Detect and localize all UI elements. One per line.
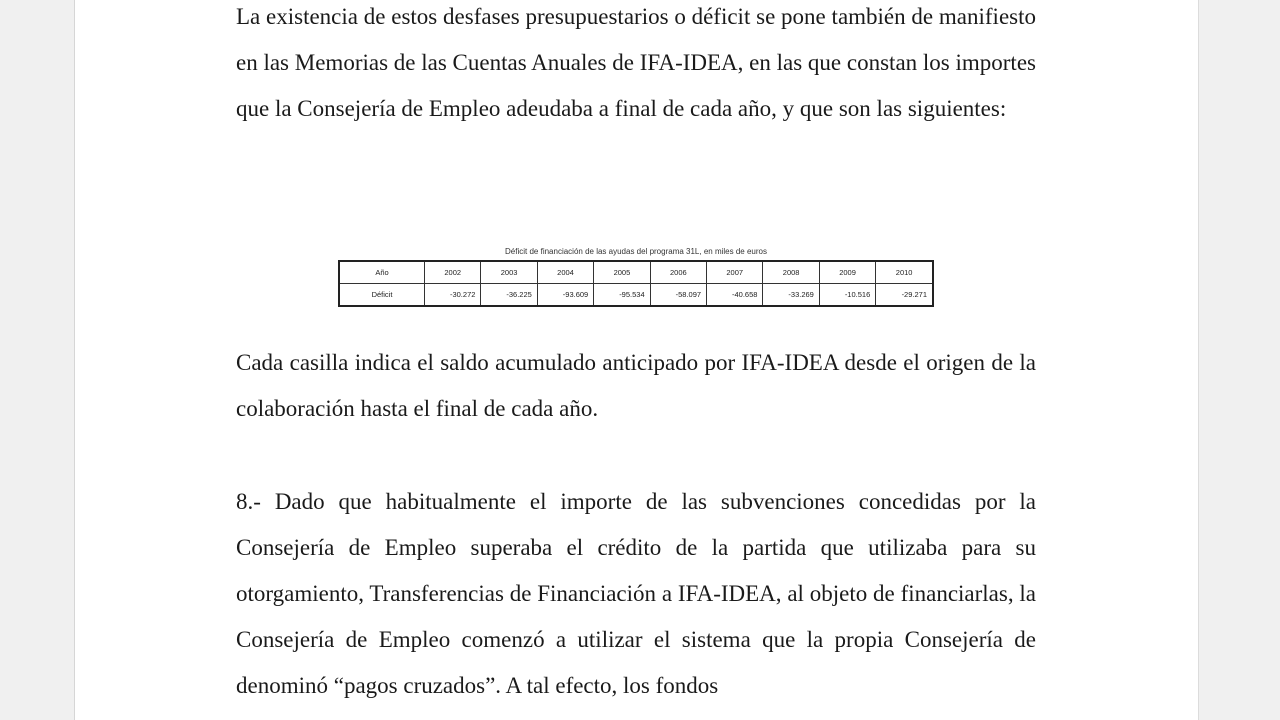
scrollbar-track[interactable] (1198, 0, 1227, 720)
year-cell: 2002 (425, 261, 481, 284)
deficit-value-cell: -58.097 (650, 284, 706, 307)
year-cell: 2010 (876, 261, 933, 284)
table-row-deficit (339, 284, 933, 307)
table-row-years (339, 261, 933, 284)
deficit-value-cell: -95.534 (594, 284, 650, 307)
deficit-value-cell: -10.516 (819, 284, 875, 307)
year-cell: 2005 (594, 261, 650, 284)
deficit-value-cell: -30.272 (425, 284, 481, 307)
year-cell: 2003 (481, 261, 537, 284)
year-cell: 2007 (707, 261, 763, 284)
deficit-value-cell: -40.658 (707, 284, 763, 307)
row-header-year: Año (339, 261, 425, 284)
deficit-table (338, 260, 934, 307)
deficit-value-cell: -33.269 (763, 284, 819, 307)
paragraph-cross-payments: 8.- Dado que habitualmente el importe de las subvenciones concedidas por la Consejería de Empleo superaba el crédito de la partida que utilizaba para su otorgamiento, Transferencias de Financiación a IFA-IDEA, al objeto de financiarlas, la Consejería de Empleo comenzó a utilizar el sistema que la propia Consejería de denominó “pagos cruzados”. A tal efecto, los fondos (236, 489, 1036, 698)
paragraph-cell-explanation: Cada casilla indica el saldo acumulado anticipado por IFA-IDEA desde el origen de la colaboración hasta el final de cada año. (236, 350, 1036, 421)
deficit-value-cell: -36.225 (481, 284, 537, 307)
year-cell: 2006 (650, 261, 706, 284)
paragraph-deficit-intro: La existencia de estos desfases presupuestarios o déficit se pone también de manifiesto en las Memorias de las Cuentas Anuales de IFA-IDEA, en las que constan los importes que la Consejería de Empleo adeudaba a final de cada año, y que son las siguientes: (236, 4, 1036, 121)
table-caption: Déficit de financiación de las ayudas del programa 31L, en miles de euros (505, 247, 767, 256)
year-cell: 2008 (763, 261, 819, 284)
deficit-value-cell: -29.271 (876, 284, 933, 307)
right-gutter (1226, 0, 1280, 720)
deficit-value-cell: -93.609 (537, 284, 593, 307)
deficit-table-figure (338, 244, 934, 307)
year-cell: 2009 (819, 261, 875, 284)
year-cell: 2004 (537, 261, 593, 284)
row-header-deficit: Déficit (339, 284, 425, 307)
